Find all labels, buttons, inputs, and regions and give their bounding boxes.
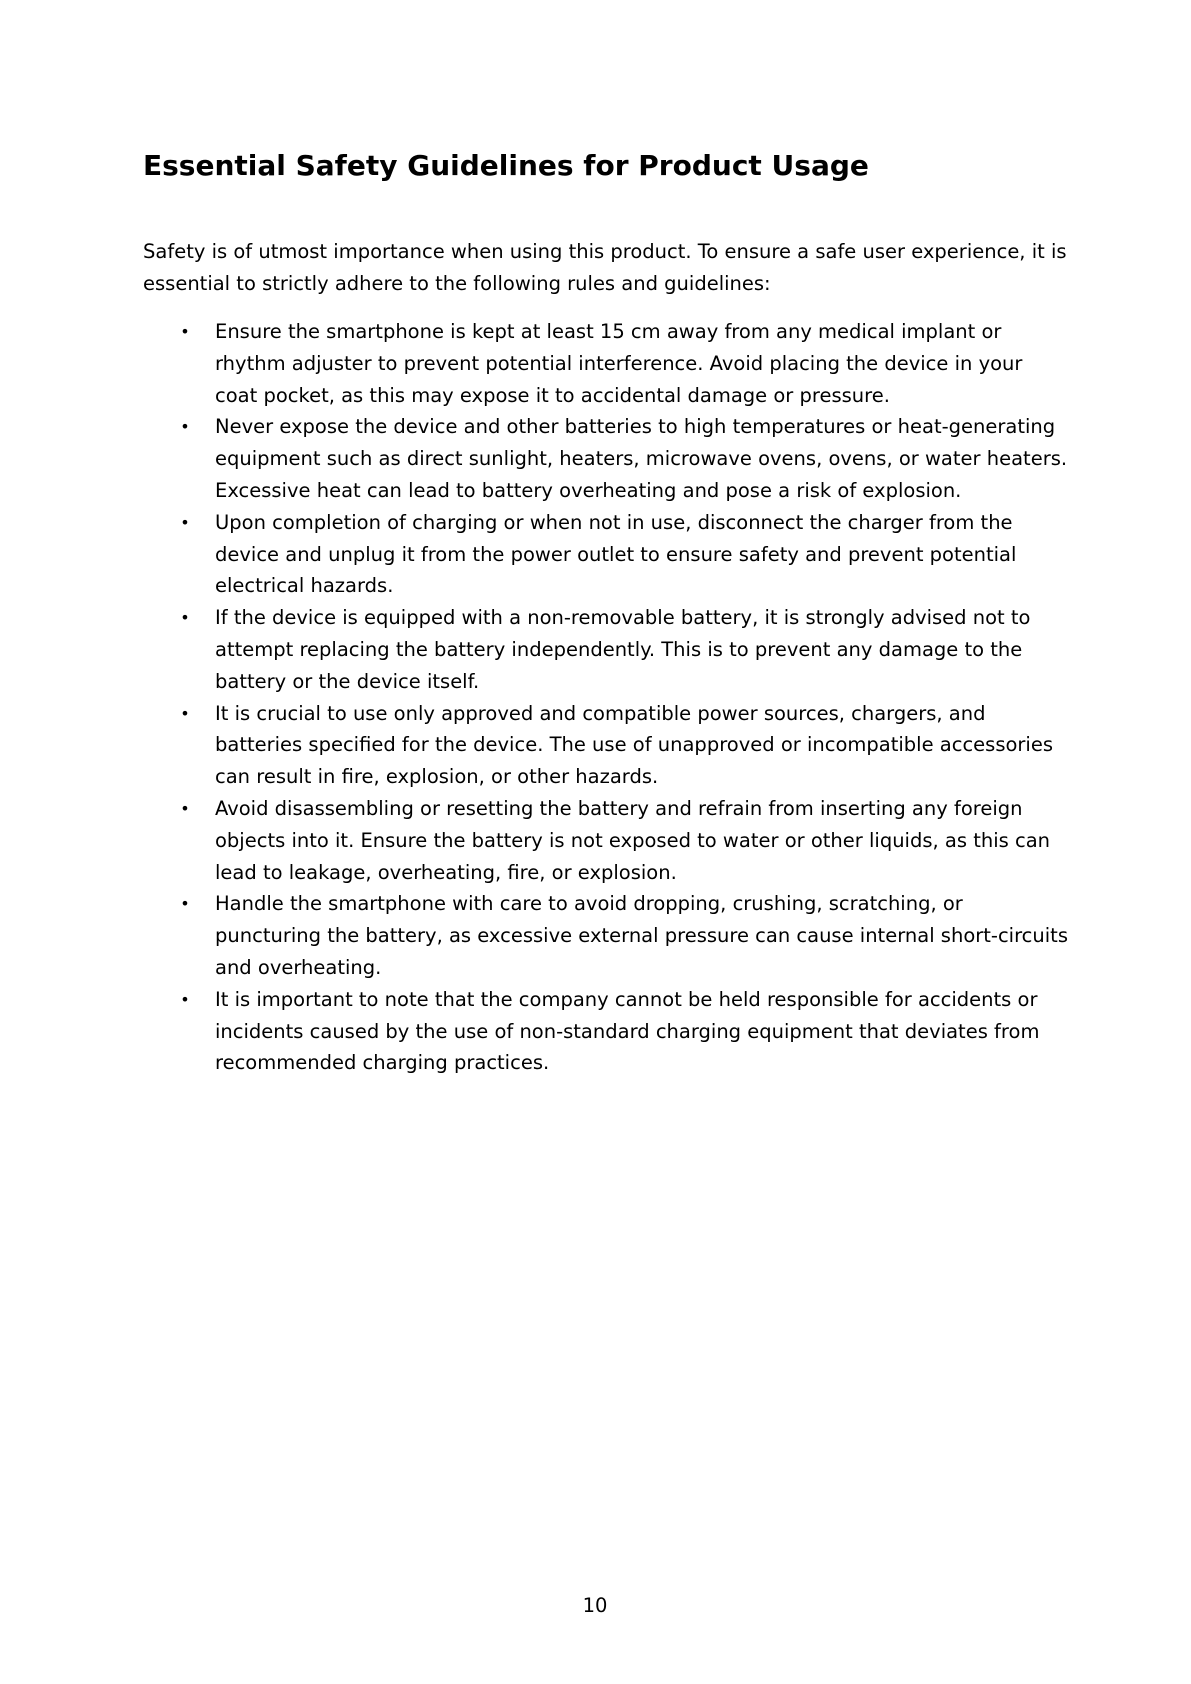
list-item	[143, 984, 1068, 1079]
page-title: Essential Safety Guidelines for Product Usage	[143, 149, 869, 182]
bullet-icon: •	[180, 798, 190, 818]
list-item-text: It is important to note that the company cannot be held responsible for accidents or incidents caused by the use of non-standard charging equipment that deviates from recommended charging practices.	[215, 987, 1040, 1075]
list-item-text: If the device is equipped with a non-removable battery, it is strongly advised not to attempt replacing the battery independently. This is to prevent any damage to the battery or the device itself.	[215, 606, 1031, 693]
list-item-text: Never expose the device and other batteries to high temperatures or heat-generating equipment such as direct sunlight, heaters, microwave ovens, ovens, or water heaters. Excessive heat can lead to battery overheating and pose a risk of explosion.	[215, 415, 1068, 502]
bullet-icon: •	[180, 989, 190, 1009]
page-number: 10	[582, 1594, 608, 1617]
list-item-text: Avoid disassembling or resetting the battery and refrain from inserting any foreign objects into it. Ensure the battery is not exposed to water or other liquids, as this can lead to leakage, overheating, fire, or explosion.	[215, 796, 1051, 884]
bullet-icon: •	[180, 608, 190, 628]
list-item	[143, 602, 1068, 697]
safety-rules-list	[143, 316, 1068, 1079]
list-item	[143, 411, 1068, 506]
intro-paragraph: Safety is of utmost importance when using this product. To ensure a safe user experience, it is essential to strictly adhere to the following rules and guidelines:	[143, 240, 1067, 295]
list-item	[143, 316, 1068, 411]
list-item	[143, 507, 1068, 602]
list-item	[143, 888, 1068, 983]
bullet-icon: •	[180, 512, 190, 532]
bullet-icon: •	[180, 322, 190, 341]
bullet-icon: •	[180, 417, 190, 437]
list-item	[143, 793, 1068, 888]
list-item-text: Ensure the smartphone is kept at least 15 cm away from any medical implant or rhythm adjuster to prevent potential interference. Avoid placing the device in your coat pocket, as this may expose it to accidental damage or pressure.	[215, 320, 1023, 407]
bullet-icon: •	[180, 703, 190, 723]
list-item-text: Handle the smartphone with care to avoid dropping, crushing, scratching, or puncturing the battery, as excessive external pressure can cause internal short-circuits and overheating.	[215, 892, 1068, 979]
list-item-text: Upon completion of charging or when not in use, disconnect the charger from the device and unplug it from the power outlet to ensure safety and prevent potential electrical hazards.	[215, 510, 1017, 598]
list-item-text: It is crucial to use only approved and compatible power sources, chargers, and batteries specified for the device. The use of unapproved or incompatible accessories can result in fire, explosion, or other hazards.	[215, 701, 1054, 789]
bullet-icon: •	[180, 894, 190, 914]
list-item	[143, 698, 1068, 793]
